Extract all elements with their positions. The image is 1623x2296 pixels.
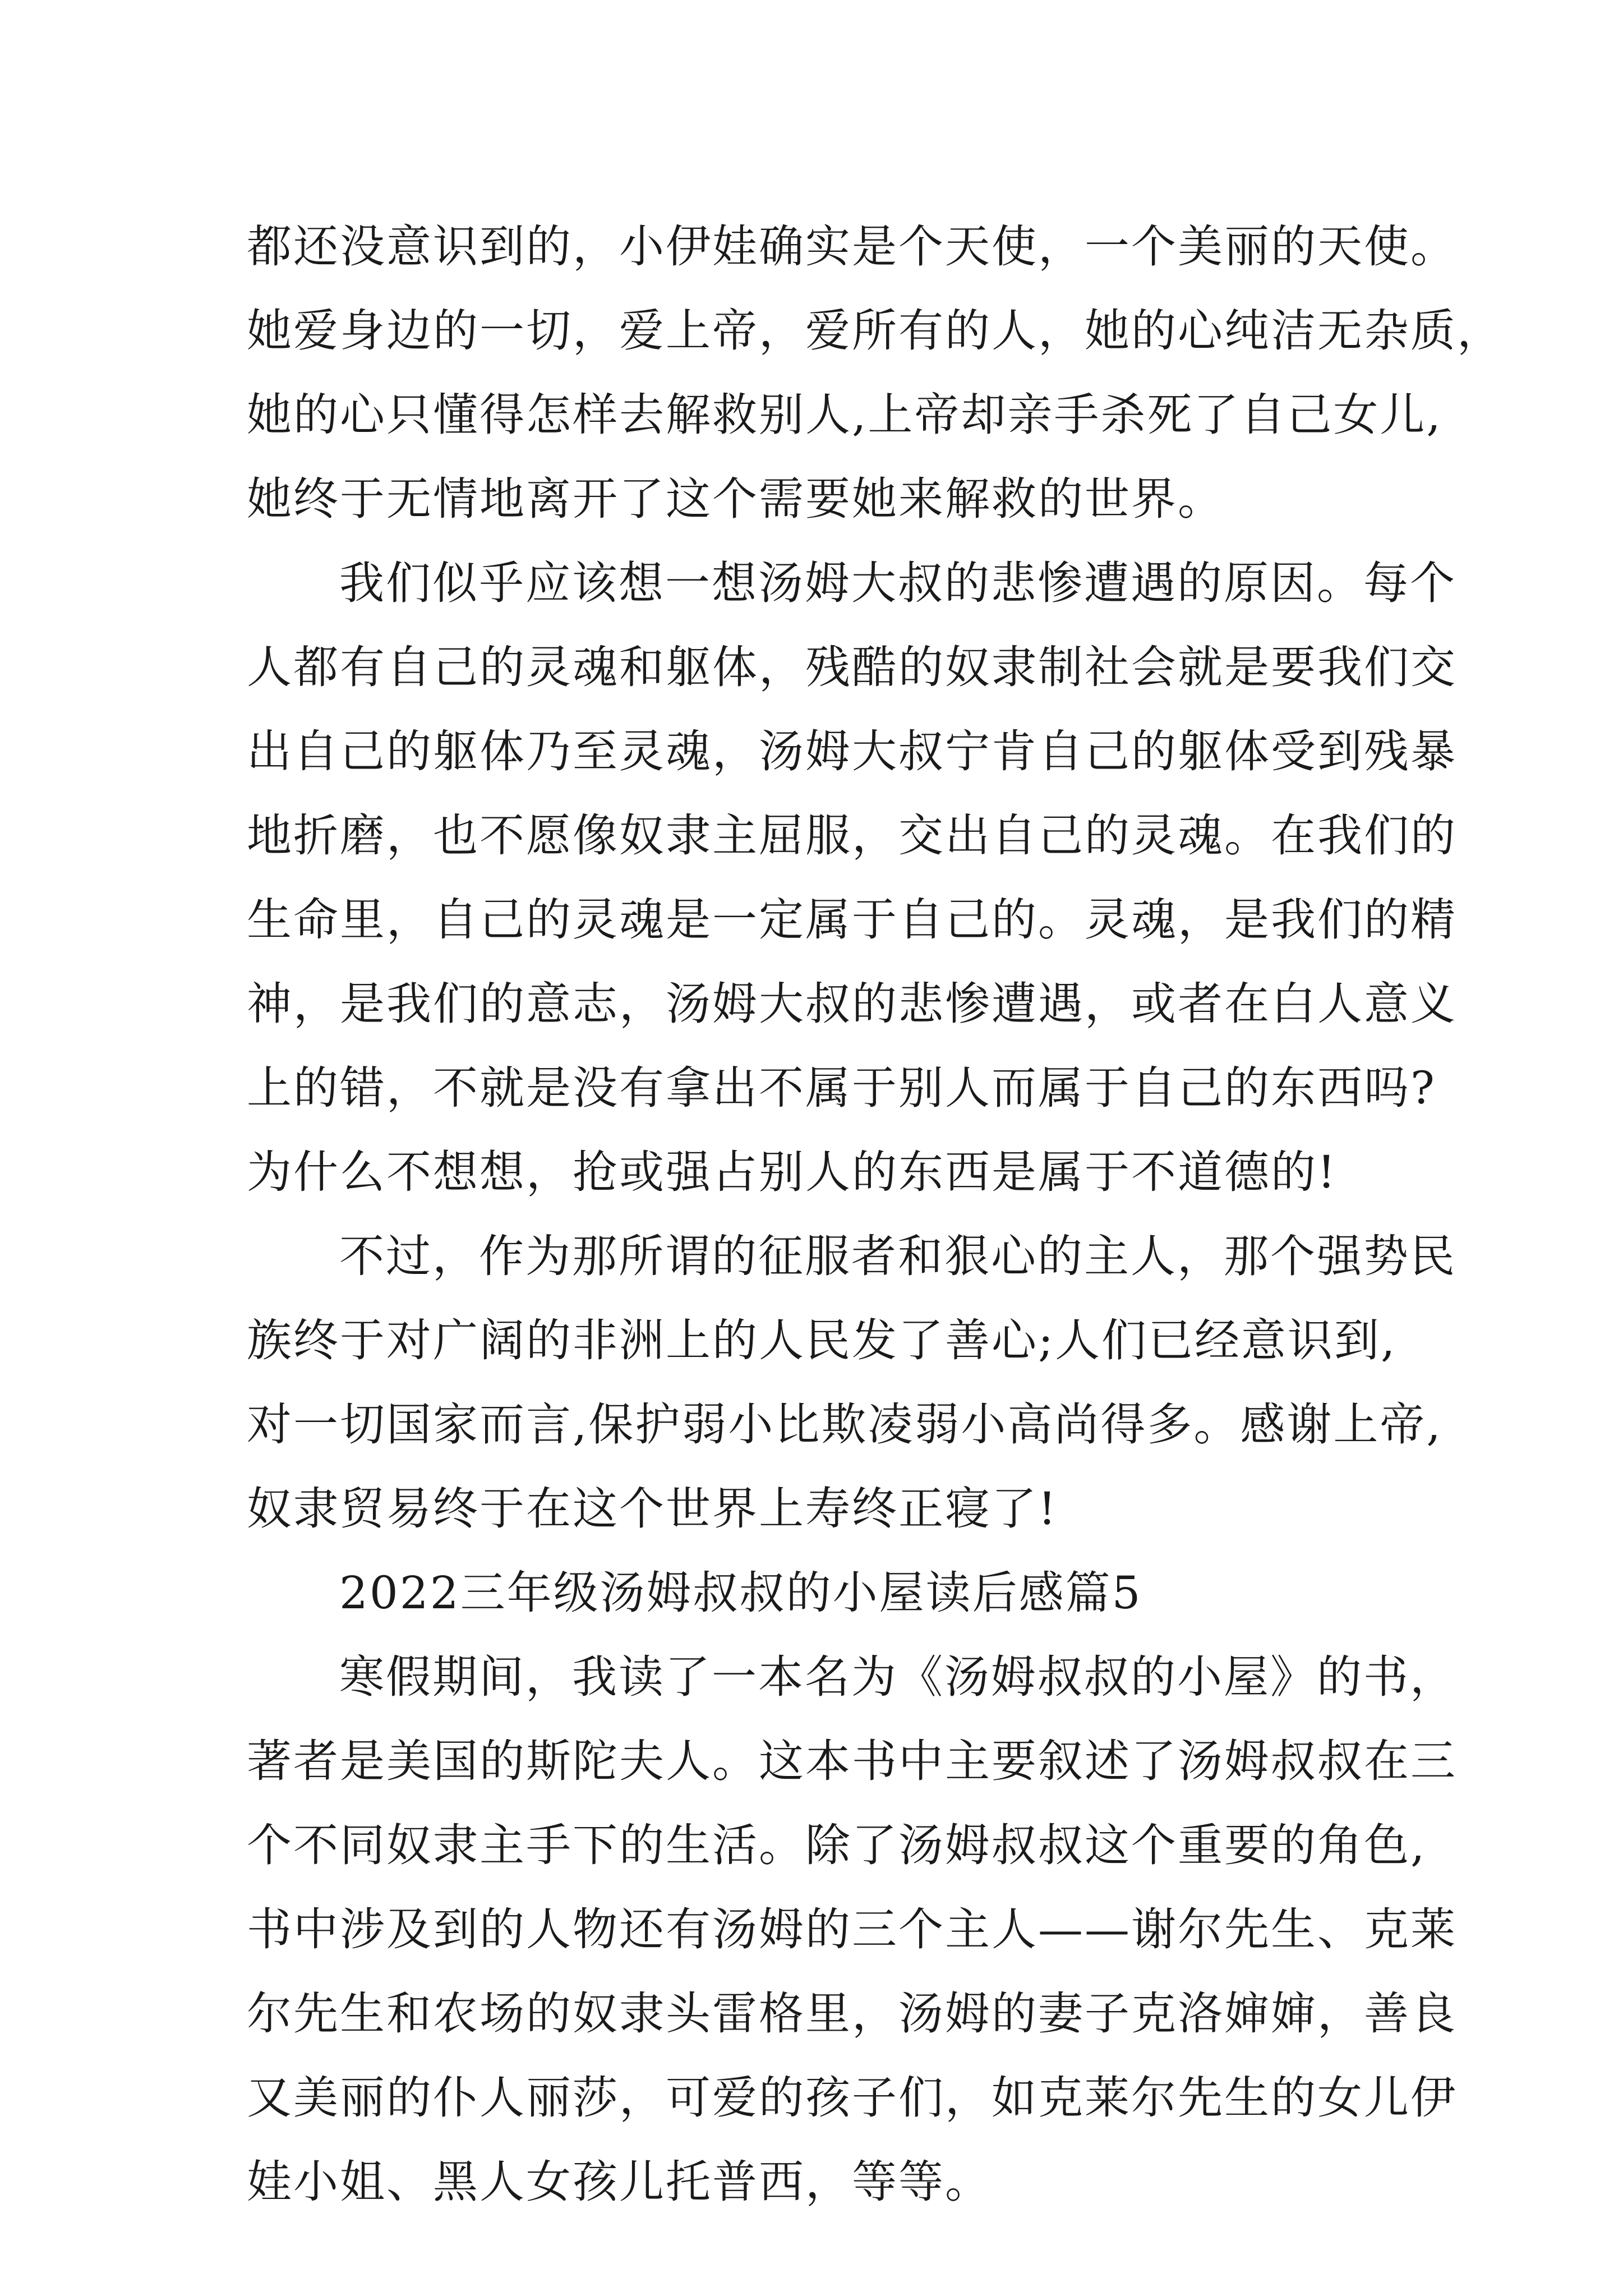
text-line: 神，是我们的意志，汤姆大叔的悲惨遭遇，或者在白人意义: [247, 978, 1457, 1030]
text-line: 出自己的躯体乃至灵魂，汤姆大叔宁肯自己的躯体受到残暴: [247, 725, 1457, 777]
text-line: 奴隶贸易终于在这个世界上寿终正寝了!: [247, 1483, 1058, 1535]
text-line: 个不同奴隶主手下的生活。除了汤姆叔叔这个重要的角色,: [247, 1819, 1427, 1871]
text-line: 她的心只懂得怎样去解救别人,上帝却亲手杀死了自己女儿,: [247, 389, 1442, 441]
paragraph-first-line: 我们似乎应该想一想汤姆大叔的悲惨遭遇的原因。每个: [339, 557, 1456, 609]
text-line: 地折磨，也不愿像奴隶主屈服，交出自己的灵魂。在我们的: [247, 809, 1457, 862]
text-line: 娃小姐、黑人女孩儿托普西，等等。: [247, 2156, 992, 2208]
paragraph-first-line: 寒假期间，我读了一本名为《汤姆叔叔的小屋》的书，: [339, 1651, 1456, 1703]
text-line: 她终于无情地离开了这个需要她来解救的世界。: [247, 473, 1224, 525]
text-line: 书中涉及到的人物还有汤姆的三个主人——谢尔先生、克莱: [247, 1903, 1457, 1955]
text-line: 上的错，不就是没有拿出不属于别人而属于自己的东西吗?: [247, 1062, 1436, 1114]
text-line: 人都有自己的灵魂和躯体，残酷的奴隶制社会就是要我们交: [247, 641, 1457, 693]
text-line: 都还没意识到的，小伊娃确实是个天使，一个美丽的天使。: [247, 220, 1457, 273]
text-line: 又美丽的仆人丽莎，可爱的孩子们，如克莱尔先生的女儿伊: [247, 2072, 1457, 2124]
text-line: 族终于对广阔的非洲上的人民发了善心;人们已经意识到,: [247, 1314, 1397, 1366]
text-line: 对一切国家而言,保护弱小比欺凌弱小高尚得多。感谢上帝,: [247, 1398, 1442, 1451]
text-line: 生命里，自己的灵魂是一定属于自己的。灵魂，是我们的精: [247, 894, 1457, 946]
text-line: 尔先生和农场的奴隶头雷格里，汤姆的妻子克洛婶婶，善良: [247, 1987, 1457, 2040]
text-line: 她爱身边的一切，爱上帝，爱所有的人，她的心纯洁无杂质，: [247, 305, 1504, 357]
text-line: 为什么不想想，抢或强占别人的东西是属于不道德的!: [247, 1146, 1338, 1198]
section-heading: 2022三年级汤姆叔叔的小屋读后感篇5: [339, 1567, 1142, 1619]
text-line: 著者是美国的斯陀夫人。这本书中主要叙述了汤姆叔叔在三: [247, 1735, 1457, 1787]
paragraph-first-line: 不过，作为那所谓的征服者和狠心的主人，那个强势民: [339, 1230, 1456, 1282]
